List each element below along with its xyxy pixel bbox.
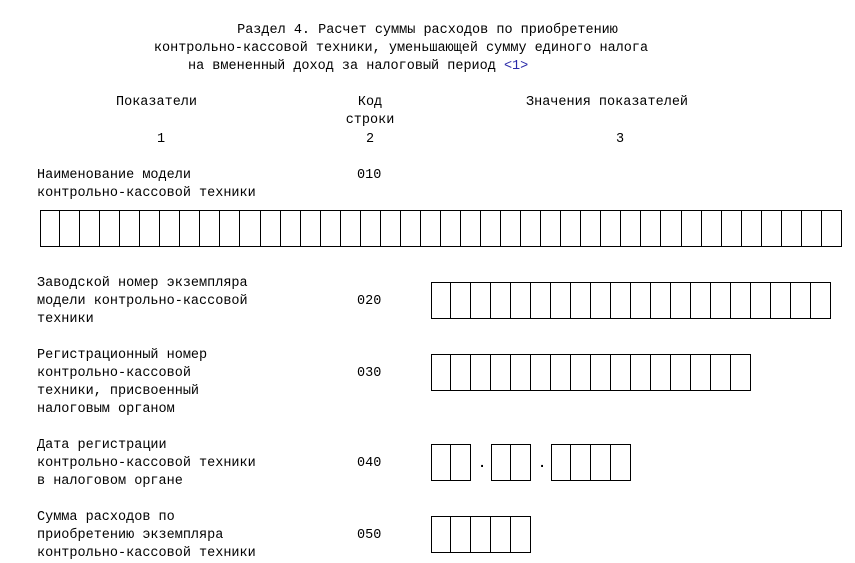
column-number-1: 1 [157, 132, 166, 147]
char-box[interactable] [301, 210, 321, 247]
char-box[interactable] [491, 516, 511, 553]
char-box[interactable] [601, 210, 621, 247]
char-box[interactable] [491, 282, 511, 319]
char-box[interactable] [521, 210, 541, 247]
char-box[interactable] [281, 210, 301, 247]
char-box[interactable] [551, 444, 571, 481]
column-header-code: Код [357, 95, 383, 110]
date-year-input[interactable] [551, 444, 631, 481]
date-separator-1: . [478, 457, 487, 472]
column-number-3: 3 [616, 132, 625, 147]
row-050-label-line3: контрольно-кассовой техники [37, 546, 256, 561]
char-box[interactable] [80, 210, 100, 247]
column-number-2: 2 [366, 132, 375, 147]
char-box[interactable] [611, 354, 631, 391]
char-box[interactable] [661, 210, 681, 247]
row-020-label-line3: техники [37, 312, 94, 327]
char-box[interactable] [401, 210, 421, 247]
char-box[interactable] [511, 516, 531, 553]
row-050-label-line2: приобретению экземпляра [37, 528, 224, 543]
char-box[interactable] [702, 210, 722, 247]
char-box[interactable] [381, 210, 401, 247]
char-box[interactable] [722, 210, 742, 247]
row-050-code: 050 [357, 528, 382, 543]
char-box[interactable] [461, 210, 481, 247]
char-box[interactable] [782, 210, 802, 247]
row-020-label-line2: модели контрольно-кассовой [37, 294, 248, 309]
row-010-label-line2: контрольно-кассовой техники [37, 186, 256, 201]
char-box[interactable] [431, 444, 451, 481]
char-box[interactable] [511, 444, 531, 481]
char-box[interactable] [60, 210, 80, 247]
char-box[interactable] [561, 210, 581, 247]
row-040-code: 040 [357, 456, 382, 471]
char-box[interactable] [731, 354, 751, 391]
date-day-input[interactable] [431, 444, 471, 481]
char-box[interactable] [491, 354, 511, 391]
char-box[interactable] [691, 354, 711, 391]
model-name-input[interactable] [40, 210, 842, 247]
char-box[interactable] [321, 210, 341, 247]
serial-number-input[interactable] [431, 282, 831, 319]
char-box[interactable] [200, 210, 220, 247]
char-box[interactable] [421, 210, 441, 247]
char-box[interactable] [631, 282, 651, 319]
char-box[interactable] [180, 210, 200, 247]
column-header-code-line2: строки [345, 113, 395, 128]
row-010-label-line1: Наименование модели [37, 168, 191, 183]
char-box[interactable] [711, 354, 731, 391]
char-box[interactable] [581, 210, 601, 247]
char-box[interactable] [762, 210, 782, 247]
char-box[interactable] [471, 282, 491, 319]
char-box[interactable] [471, 354, 491, 391]
row-030-label-line1: Регистрационный номер [37, 348, 208, 363]
char-box[interactable] [671, 282, 691, 319]
char-box[interactable] [100, 210, 120, 247]
row-040-label-line1: Дата регистрации [37, 438, 167, 453]
section-title-line2: контрольно-кассовой техники, уменьшающей сумму единого налога [153, 41, 649, 56]
char-box[interactable] [571, 444, 591, 481]
date-separator-2: . [538, 457, 547, 472]
char-box[interactable] [571, 282, 591, 319]
char-box[interactable] [711, 282, 731, 319]
section-title-line3-text: на вмененный доход за налоговый период [188, 59, 504, 74]
row-050-label-line1: Сумма расходов по [37, 510, 175, 525]
char-box[interactable] [441, 210, 461, 247]
row-030-code: 030 [357, 366, 382, 381]
char-box[interactable] [651, 282, 671, 319]
char-box[interactable] [771, 282, 791, 319]
row-030-label-line2: контрольно-кассовой [37, 366, 191, 381]
char-box[interactable] [531, 354, 551, 391]
char-box[interactable] [451, 444, 471, 481]
registration-number-input[interactable] [431, 354, 751, 391]
char-box[interactable] [471, 516, 491, 553]
row-020-label-line1: Заводской номер экземпляра [37, 276, 248, 291]
char-box[interactable] [240, 210, 260, 247]
char-box[interactable] [571, 354, 591, 391]
char-box[interactable] [511, 282, 531, 319]
char-box[interactable] [611, 282, 631, 319]
row-040-label-line3: в налоговом органе [37, 474, 183, 489]
char-box[interactable] [160, 210, 180, 247]
char-box[interactable] [341, 210, 361, 247]
char-box[interactable] [531, 282, 551, 319]
char-box[interactable] [431, 516, 451, 553]
char-box[interactable] [731, 282, 751, 319]
char-box[interactable] [40, 210, 60, 247]
char-box[interactable] [631, 354, 651, 391]
char-box[interactable] [140, 210, 160, 247]
char-box[interactable] [621, 210, 641, 247]
expense-amount-input[interactable] [431, 516, 531, 553]
char-box[interactable] [591, 444, 611, 481]
char-box[interactable] [742, 210, 762, 247]
char-box[interactable] [261, 210, 281, 247]
char-box[interactable] [501, 210, 521, 247]
column-header-values: Значения показателей [526, 95, 689, 110]
char-box[interactable] [220, 210, 240, 247]
date-month-input[interactable] [491, 444, 531, 481]
row-030-label-line4: налоговым органом [37, 402, 175, 417]
char-box[interactable] [802, 210, 822, 247]
char-box[interactable] [811, 282, 831, 319]
char-box[interactable] [751, 282, 771, 319]
char-box[interactable] [691, 282, 711, 319]
char-box[interactable] [682, 210, 702, 247]
column-header-indicators: Показатели [116, 95, 198, 110]
char-box[interactable] [822, 210, 842, 247]
char-box[interactable] [481, 210, 501, 247]
char-box[interactable] [451, 516, 471, 553]
char-box[interactable] [120, 210, 140, 247]
section-title-line3 [188, 58, 528, 76]
char-box[interactable] [591, 282, 611, 319]
char-box[interactable] [791, 282, 811, 319]
row-010-code: 010 [357, 168, 382, 183]
char-box[interactable] [361, 210, 381, 247]
char-box[interactable] [651, 354, 671, 391]
footnote-link[interactable]: <1> [503, 59, 529, 74]
char-box[interactable] [431, 354, 451, 391]
char-box[interactable] [451, 282, 471, 319]
char-box[interactable] [491, 444, 511, 481]
char-box[interactable] [671, 354, 691, 391]
section-title-line1: Раздел 4. Расчет суммы расходов по приобретению [237, 23, 618, 38]
char-box[interactable] [591, 354, 611, 391]
row-020-code: 020 [357, 294, 382, 309]
char-box[interactable] [551, 354, 571, 391]
char-box[interactable] [431, 282, 451, 319]
char-box[interactable] [541, 210, 561, 247]
row-030-label-line3: техники, присвоенный [37, 384, 200, 399]
char-box[interactable] [451, 354, 471, 391]
char-box[interactable] [611, 444, 631, 481]
row-040-label-line2: контрольно-кассовой техники [37, 456, 256, 471]
char-box[interactable] [551, 282, 571, 319]
char-box[interactable] [511, 354, 531, 391]
char-box[interactable] [641, 210, 661, 247]
